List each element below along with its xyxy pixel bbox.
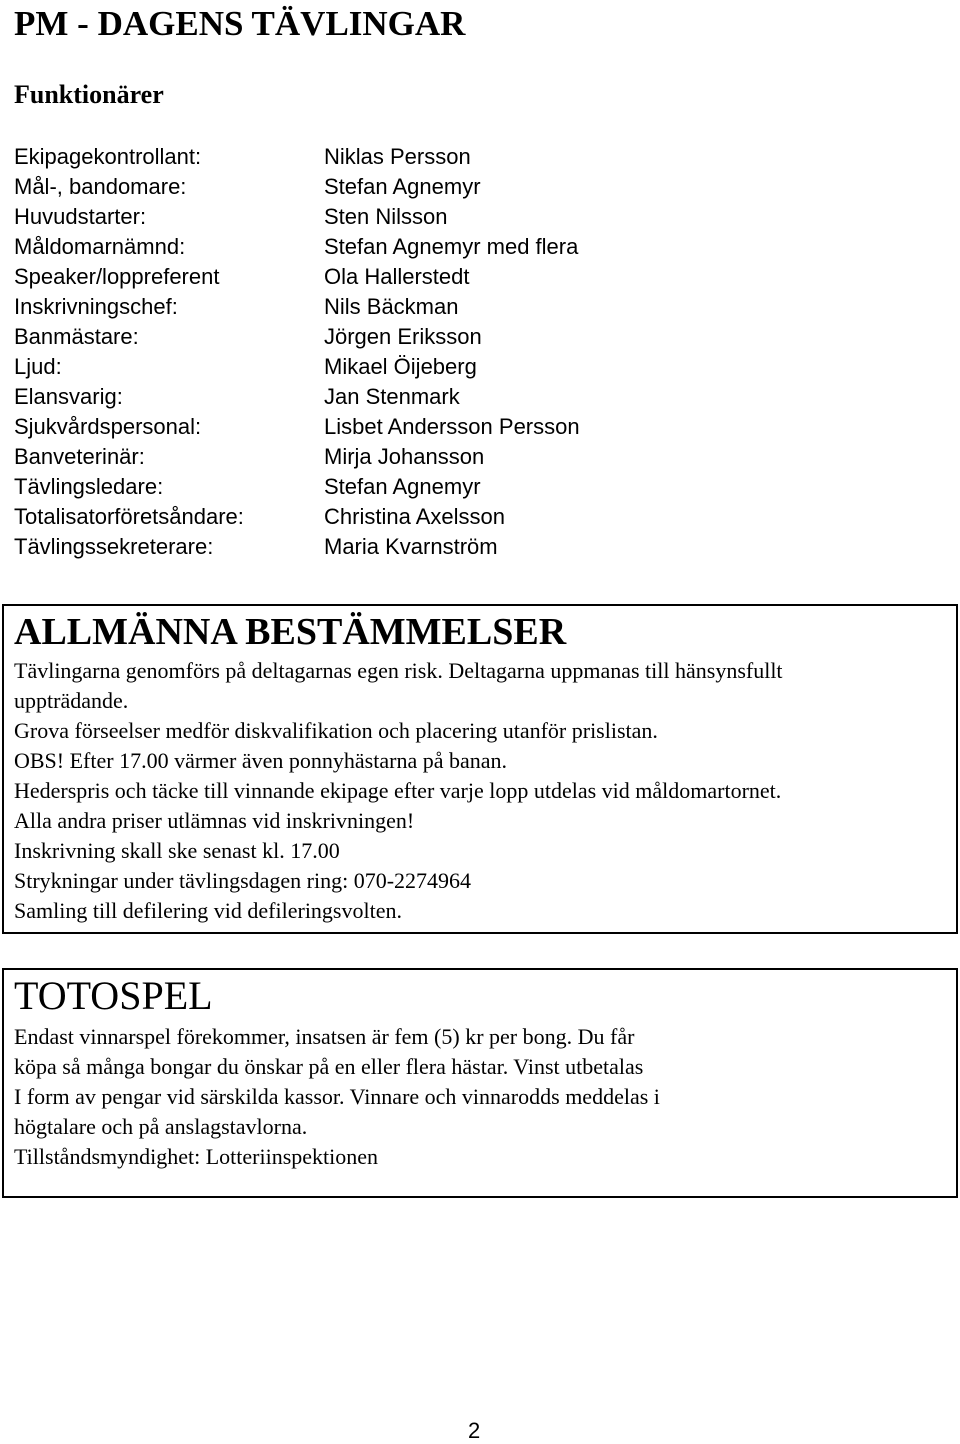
official-name: Ola Hallerstedt [324,264,470,289]
page-number: 2 [468,1418,481,1443]
official-role: Ljud: [14,354,62,379]
official-name: Stefan Agnemyr med flera [324,234,579,259]
official-row [14,292,914,322]
official-role: Banmästare: [14,324,139,349]
official-name: Nils Bäckman [324,294,459,319]
official-row [14,172,914,202]
official-row [14,382,914,412]
official-row [14,232,914,262]
totospel-line: köpa så många bongar du önskar på en eller flera hästar. Vinst utbetalas [14,1054,644,1079]
official-role: Banveterinär: [14,444,145,469]
official-role: Ekipagekontrollant: [14,144,202,169]
official-role: Tävlingssekreterare: [14,534,214,559]
rule-line: Alla andra priser utlämnas vid inskrivningen! [14,808,415,833]
official-name: Niklas Persson [324,144,471,169]
official-name: Christina Axelsson [324,504,505,529]
official-row [14,262,914,292]
official-row [14,142,914,172]
official-row [14,352,914,382]
rule-line: OBS! Efter 17.00 värmer även ponnyhästarna på banan. [14,748,508,773]
totospel-line: Endast vinnarspel förekommer, insatsen är fem (5) kr per bong. Du får [14,1024,635,1049]
official-name: Jan Stenmark [324,384,460,409]
official-role: Sjukvårdspersonal: [14,414,202,439]
rule-line: uppträdande. [14,688,129,713]
rule-line: Inskrivning skall ske senast kl. 17.00 [14,838,340,863]
officials-list [14,142,914,562]
totospel-line: Tillståndsmyndighet: Lotteriinspektionen [14,1144,379,1169]
rule-line: Tävlingarna genomförs på deltagarnas egen risk. Deltagarna uppmanas till hänsynsfullt [14,658,783,683]
official-name: Sten Nilsson [324,204,448,229]
rule-line: Grova förseelser medför diskvalifikation och placering utanför prislistan. [14,718,658,743]
official-row [14,472,914,502]
official-name: Mirja Johansson [324,444,485,469]
rule-line: Strykningar under tävlingsdagen ring: 070-2274964 [14,868,472,893]
official-name: Stefan Agnemyr [324,174,481,199]
official-role: Tävlingsledare: [14,474,164,499]
official-name: Maria Kvarnström [324,534,498,559]
official-role: Inskrivningschef: [14,294,178,319]
official-row [14,202,914,232]
official-row [14,412,914,442]
official-name: Jörgen Eriksson [324,324,482,349]
official-role: Elansvarig: [14,384,123,409]
official-role: Totalisatorföretsåndare: [14,504,244,529]
totospel-heading: TOTOSPEL [14,973,213,1018]
official-name: Stefan Agnemyr [324,474,481,499]
official-name: Mikael Öijeberg [324,354,477,379]
totospel-line: högtalare och på anslagstavlorna. [14,1114,308,1139]
official-row [14,322,914,352]
official-row [14,442,914,472]
official-role: Måldomarnämnd: [14,234,186,259]
official-row [14,502,914,532]
general-rules-heading: ALLMÄNNA BESTÄMMELSER [14,611,567,653]
general-rules-box [2,604,958,934]
rule-line: Hederspris och täcke till vinnande ekipage efter varje lopp utdelas vid måldomartornet. [14,778,782,803]
totospel-box [2,968,958,1198]
totospel-line: I form av pengar vid särskilda kassor. Vinnare och vinnarodds meddelas i [14,1084,660,1109]
page-title: PM - DAGENS TÄVLINGAR [14,4,466,43]
officials-heading: Funktionärer [14,80,164,109]
official-name: Lisbet Andersson Persson [324,414,580,439]
official-row [14,532,914,562]
official-role: Mål-, bandomare: [14,174,187,199]
official-role: Speaker/loppreferent [14,264,220,289]
official-role: Huvudstarter: [14,204,147,229]
rule-line: Samling till defilering vid defileringsvolten. [14,898,402,923]
totospel-text [14,1022,956,1172]
general-rules-text [14,656,956,926]
